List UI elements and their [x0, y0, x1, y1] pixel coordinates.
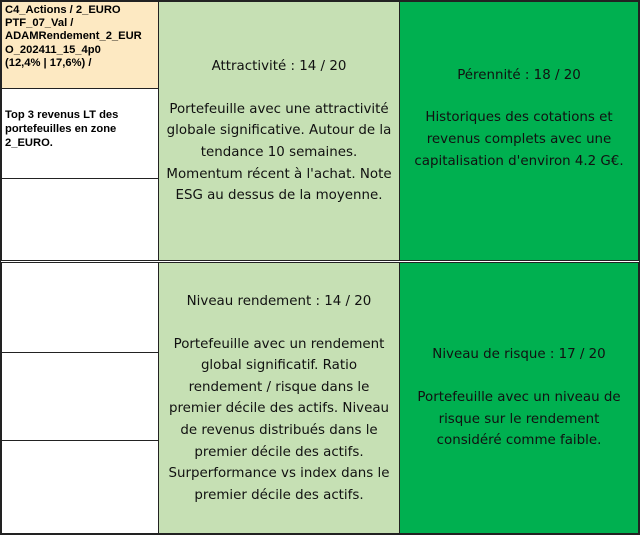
attractivite-body: Portefeuille avec une attractivité globale significative. Autour de la tendance 10 semaines. Momentum récent à l'achat. Note ESG au dessus de la moyenne.: [166, 101, 392, 204]
portfolio-id-line: PTF_07_Val /: [5, 17, 74, 30]
empty-left-cell: [1, 262, 159, 353]
risque-title: Niveau de risque : 17 / 20: [432, 347, 606, 363]
perennite-body: Historiques des cotations et revenus complets avec une capitalisation d'environ 4.2 G€.: [414, 110, 624, 169]
rendement-title: Niveau rendement : 14 / 20: [186, 294, 372, 309]
portfolio-id-line: C4_Actions / 2_EURO: [5, 4, 121, 16]
empty-left-cell: [1, 440, 159, 534]
rendement-panel: [158, 262, 400, 534]
empty-left-cell: [1, 178, 159, 262]
row-divider: [1, 260, 639, 263]
portfolio-identifier-cell: [1, 1, 159, 89]
attractivite-panel: [158, 1, 400, 262]
attractivite-title: Attractivité : 14 / 20: [211, 59, 347, 75]
risque-body: Portefeuille avec un niveau de risque sur le rendement considéré comme faible.: [417, 389, 621, 449]
risque-panel: [399, 262, 639, 534]
perennite-title: Pérennité : 18 / 20: [457, 67, 581, 83]
portfolio-id-line: O_202411_15_4p0: [5, 43, 101, 56]
rendement-body: Portefeuille avec un rendement global significatif. Ratio rendement / risque dans le premier décile des actifs. Niveau de revenus distribués dans le premier décile des actifs. Surperformance vs index dans le premier décile des actifs.: [168, 336, 390, 503]
empty-left-cell: [1, 352, 159, 441]
portfolio-description-cell: [1, 88, 159, 179]
perennite-panel: [399, 1, 639, 262]
portfolio-id-line: (12,4% | 17,6%) /: [5, 56, 92, 69]
portfolio-id-line: ADAMRendement_2_EUR: [5, 30, 142, 43]
portfolio-description: Top 3 revenus LT des portefeuilles en zone 2_EURO.: [5, 109, 119, 149]
